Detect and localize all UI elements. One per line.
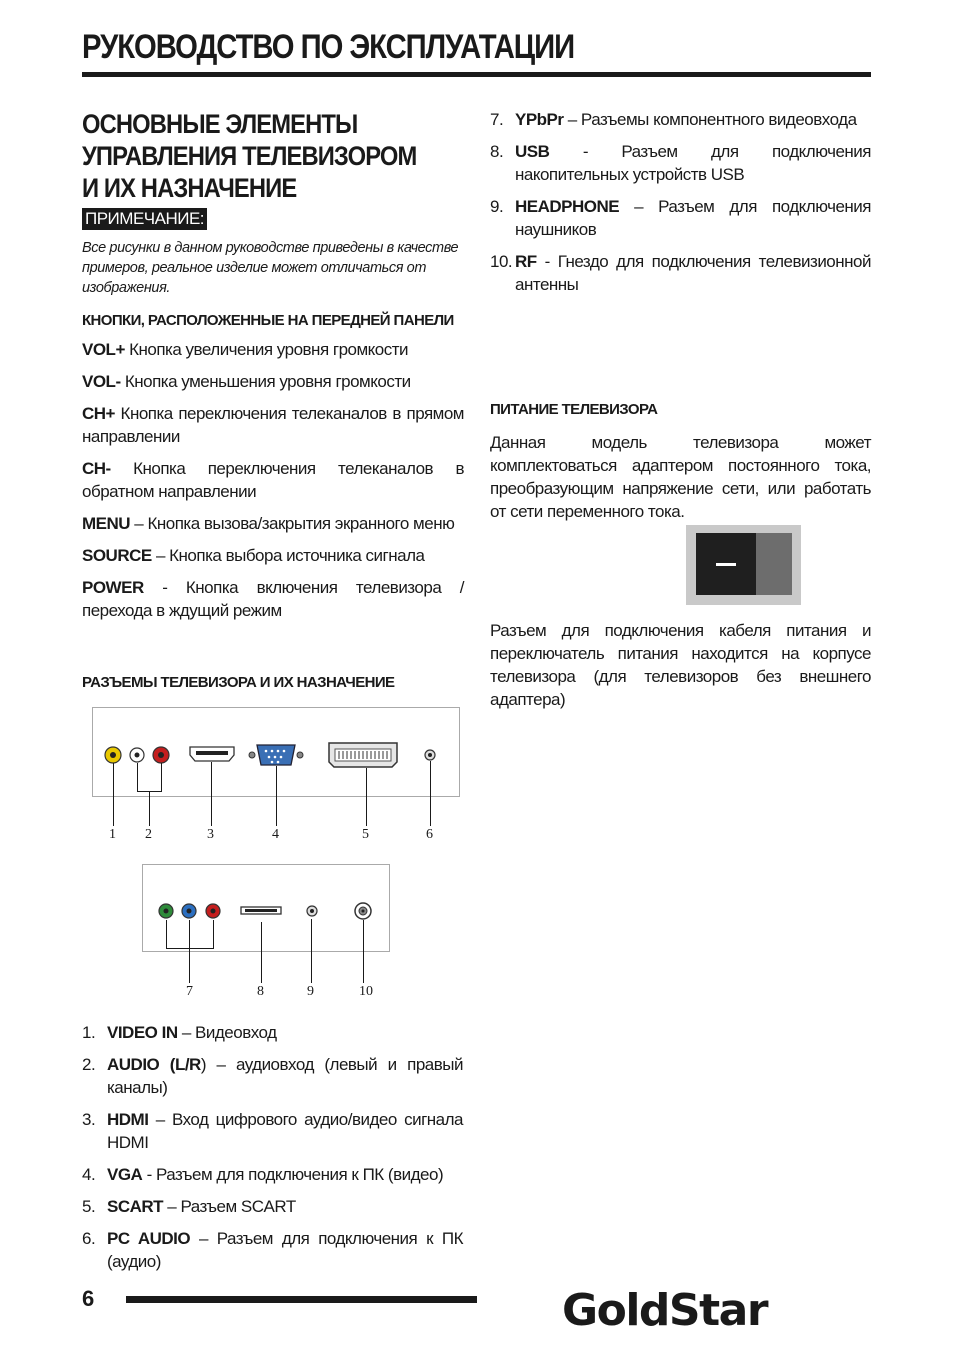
power-text: Данная модель телевизора может комплектоваться адаптером постоянного тока, преобразующим напряжение сети, или работать от сети переменного тока. xyxy=(490,433,871,521)
button-text: Кнопка увеличения уровня громкости xyxy=(124,340,409,359)
callout-line xyxy=(261,922,262,983)
list-item: 9. HEADPHONE – Разъем для подключения наушников xyxy=(490,197,871,239)
callout-number: 4 xyxy=(272,827,279,842)
callout-number: 3 xyxy=(207,827,214,842)
button-desc-ch-minus xyxy=(82,457,464,503)
vga-port-icon xyxy=(257,745,295,765)
power-connector-image xyxy=(686,525,801,605)
button-text: Кнопка переключения телеканалов в прямом направлении xyxy=(82,404,464,446)
callout-line xyxy=(363,920,364,983)
note-text: Все рисунки в данном руководстве приведены в качестве примеров, реальное изделие может отличаться от изображения. xyxy=(82,240,459,296)
callout-number: 6 xyxy=(426,827,433,842)
callout-line xyxy=(430,761,431,826)
button-text: – Кнопка вызова/закрытия экранного меню xyxy=(130,514,455,533)
button-desc-vol-plus xyxy=(82,338,464,361)
callout-number: 10 xyxy=(359,984,373,999)
button-desc-source xyxy=(82,544,464,567)
callout-line xyxy=(161,763,162,791)
buttons-heading: КНОПКИ, РАСПОЛОЖЕННЫЕ НА ПЕРЕДНЕЙ ПАНЕЛИ xyxy=(82,312,454,329)
list-item: 2. AUDIO (L/R) – аудиовход (левый и правый каналы) xyxy=(82,1055,464,1097)
callout-line xyxy=(189,948,190,983)
page-title: РУКОВОДСТВО ПО ЭКСПЛУАТАЦИИ xyxy=(82,28,575,66)
callout-line xyxy=(366,768,367,826)
list-item: 6. PC AUDIO – Разъем для подключения к ПК (аудио) xyxy=(82,1229,463,1271)
connector-panel-bottom-drawing xyxy=(142,864,392,954)
callout-number: 8 xyxy=(257,984,264,999)
button-key: SOURCE xyxy=(82,546,152,565)
callout-line xyxy=(113,763,114,826)
button-key: VOL+ xyxy=(82,340,125,359)
button-key: VOL- xyxy=(82,372,121,391)
callout-line xyxy=(149,791,150,826)
button-desc-vol-minus xyxy=(82,370,464,393)
callout-line xyxy=(311,919,312,983)
callout-line xyxy=(276,766,277,826)
callout-line xyxy=(166,948,214,949)
title-rule xyxy=(82,72,871,77)
list-item: 1. VIDEO IN – Видеовход xyxy=(82,1023,277,1042)
button-key: MENU xyxy=(82,514,131,533)
callout-line xyxy=(211,762,212,826)
button-key: POWER xyxy=(82,578,144,597)
button-key: CH- xyxy=(82,459,111,478)
callout-line xyxy=(189,920,190,948)
button-text: Кнопка уменьшения уровня громкости xyxy=(120,372,411,391)
power-heading: ПИТАНИЕ ТЕЛЕВИЗОРА xyxy=(490,401,658,418)
main-heading-line-2: УПРАВЛЕНИЯ ТЕЛЕВИЗОРОМ xyxy=(82,141,417,171)
power-text-2: Разъем для подключения кабеля питания и переключатель питания находится на корпусе телевизора (для телевизоров без внешнего адаптера) xyxy=(490,621,871,709)
brand-logo: GoldStar xyxy=(562,1285,768,1336)
list-item: 10. RF - Гнездо для подключения телевизионной антенны xyxy=(490,252,871,294)
minus-icon xyxy=(716,563,736,566)
connector-list-right xyxy=(490,108,871,305)
button-desc-power xyxy=(82,576,464,622)
button-desc-ch-plus xyxy=(82,402,464,448)
note-label: ПРИМЕЧАНИЕ: xyxy=(82,208,207,230)
list-item: 5. SCART – Разъем SCART xyxy=(82,1197,296,1216)
button-text: Кнопка переключения телеканалов в обратном направлении xyxy=(82,459,464,501)
button-desc-menu xyxy=(82,512,464,535)
connectors-heading: РАЗЪЕМЫ ТЕЛЕВИЗОРА И ИХ НАЗНАЧЕНИЕ xyxy=(82,674,395,691)
button-key: CH+ xyxy=(82,404,115,423)
list-item: 7. YPbPr – Разъемы компонентного видеовхода xyxy=(490,110,857,129)
callout-number: 9 xyxy=(307,984,314,999)
callout-number: 5 xyxy=(362,827,369,842)
callout-line xyxy=(213,920,214,948)
list-item: 3. HDMI – Вход цифрового аудио/видео сигнала HDMI xyxy=(82,1110,463,1152)
callout-number: 7 xyxy=(186,984,193,999)
callout-line xyxy=(166,920,167,948)
connector-panel-top-drawing xyxy=(92,707,462,797)
callout-number: 1 xyxy=(109,827,116,842)
list-item: 4. VGA - Разъем для подключения к ПК (видео) xyxy=(82,1165,444,1184)
left-column xyxy=(82,108,464,622)
button-text: - Кнопка включения телевизора / перехода в ждущий режим xyxy=(82,578,464,620)
button-text: – Кнопка выбора источника сигнала xyxy=(151,546,425,565)
main-heading-line-1: ОСНОВНЫЕ ЭЛЕМЕНТЫ xyxy=(82,109,358,139)
connector-list-left xyxy=(82,1021,463,1282)
list-item: 8. USB - Разъем для подключения накопительных устройств USB xyxy=(490,142,871,184)
footer-rule xyxy=(126,1296,477,1303)
page-number: 6 xyxy=(82,1286,95,1311)
buttons-list xyxy=(82,338,464,622)
main-heading-line-3: И ИХ НАЗНАЧЕНИЕ xyxy=(82,173,297,203)
callout-number: 2 xyxy=(145,827,152,842)
callout-line xyxy=(137,763,138,791)
